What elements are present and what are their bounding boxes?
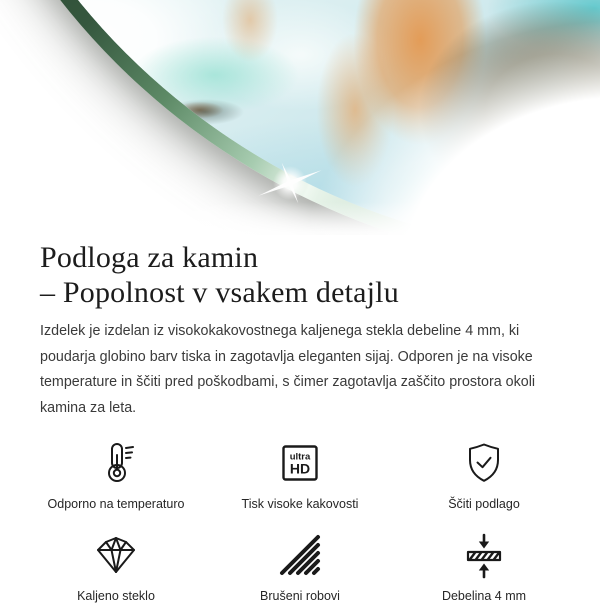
diamond-icon <box>92 529 140 581</box>
polished-edges-icon <box>276 529 324 581</box>
shield-check-icon <box>460 437 508 489</box>
sparkle-highlight-icon <box>255 148 325 218</box>
feature-label: Debelina 4 mm <box>442 589 526 603</box>
feature-tempered-glass <box>24 529 208 603</box>
page-title <box>40 240 570 310</box>
feature-label: Ščiti podlago <box>448 497 520 511</box>
product-description: Izdelek je izdelan iz visokokakovostnega kaljenega stekla debeline 4 mm, ki poudarja globino barv tiska in zagotavlja eleganten sijaj. Odporen je na visoke temperature in ščiti pred poškodbami, s čimer zagotavlja zaščito prostora okoli kamina za leta. <box>40 319 568 421</box>
thermometer-icon <box>92 437 140 489</box>
feature-temperature-resistant <box>24 437 208 511</box>
feature-label: Odporno na temperaturo <box>48 497 185 511</box>
thickness-icon <box>460 529 508 581</box>
page-title-line1: Podloga za kamin <box>40 241 258 274</box>
page-title-line2: – Popolnost v vsakem detajlu <box>40 276 399 309</box>
ultra-hd-badge-top: ultra <box>290 452 311 463</box>
feature-thickness <box>392 529 576 603</box>
ultra-hd-badge-bottom: HD <box>290 461 310 477</box>
feature-label: Brušeni robovi <box>260 589 340 603</box>
feature-label: Kaljeno steklo <box>77 589 155 603</box>
feature-print-quality <box>208 437 392 511</box>
product-hero-image <box>0 0 600 235</box>
feature-polished-edges <box>208 529 392 603</box>
features-grid <box>24 437 576 603</box>
feature-label: Tisk visoke kakovosti <box>242 497 359 511</box>
ultra-hd-icon <box>276 437 324 489</box>
feature-protects-surface <box>392 437 576 511</box>
